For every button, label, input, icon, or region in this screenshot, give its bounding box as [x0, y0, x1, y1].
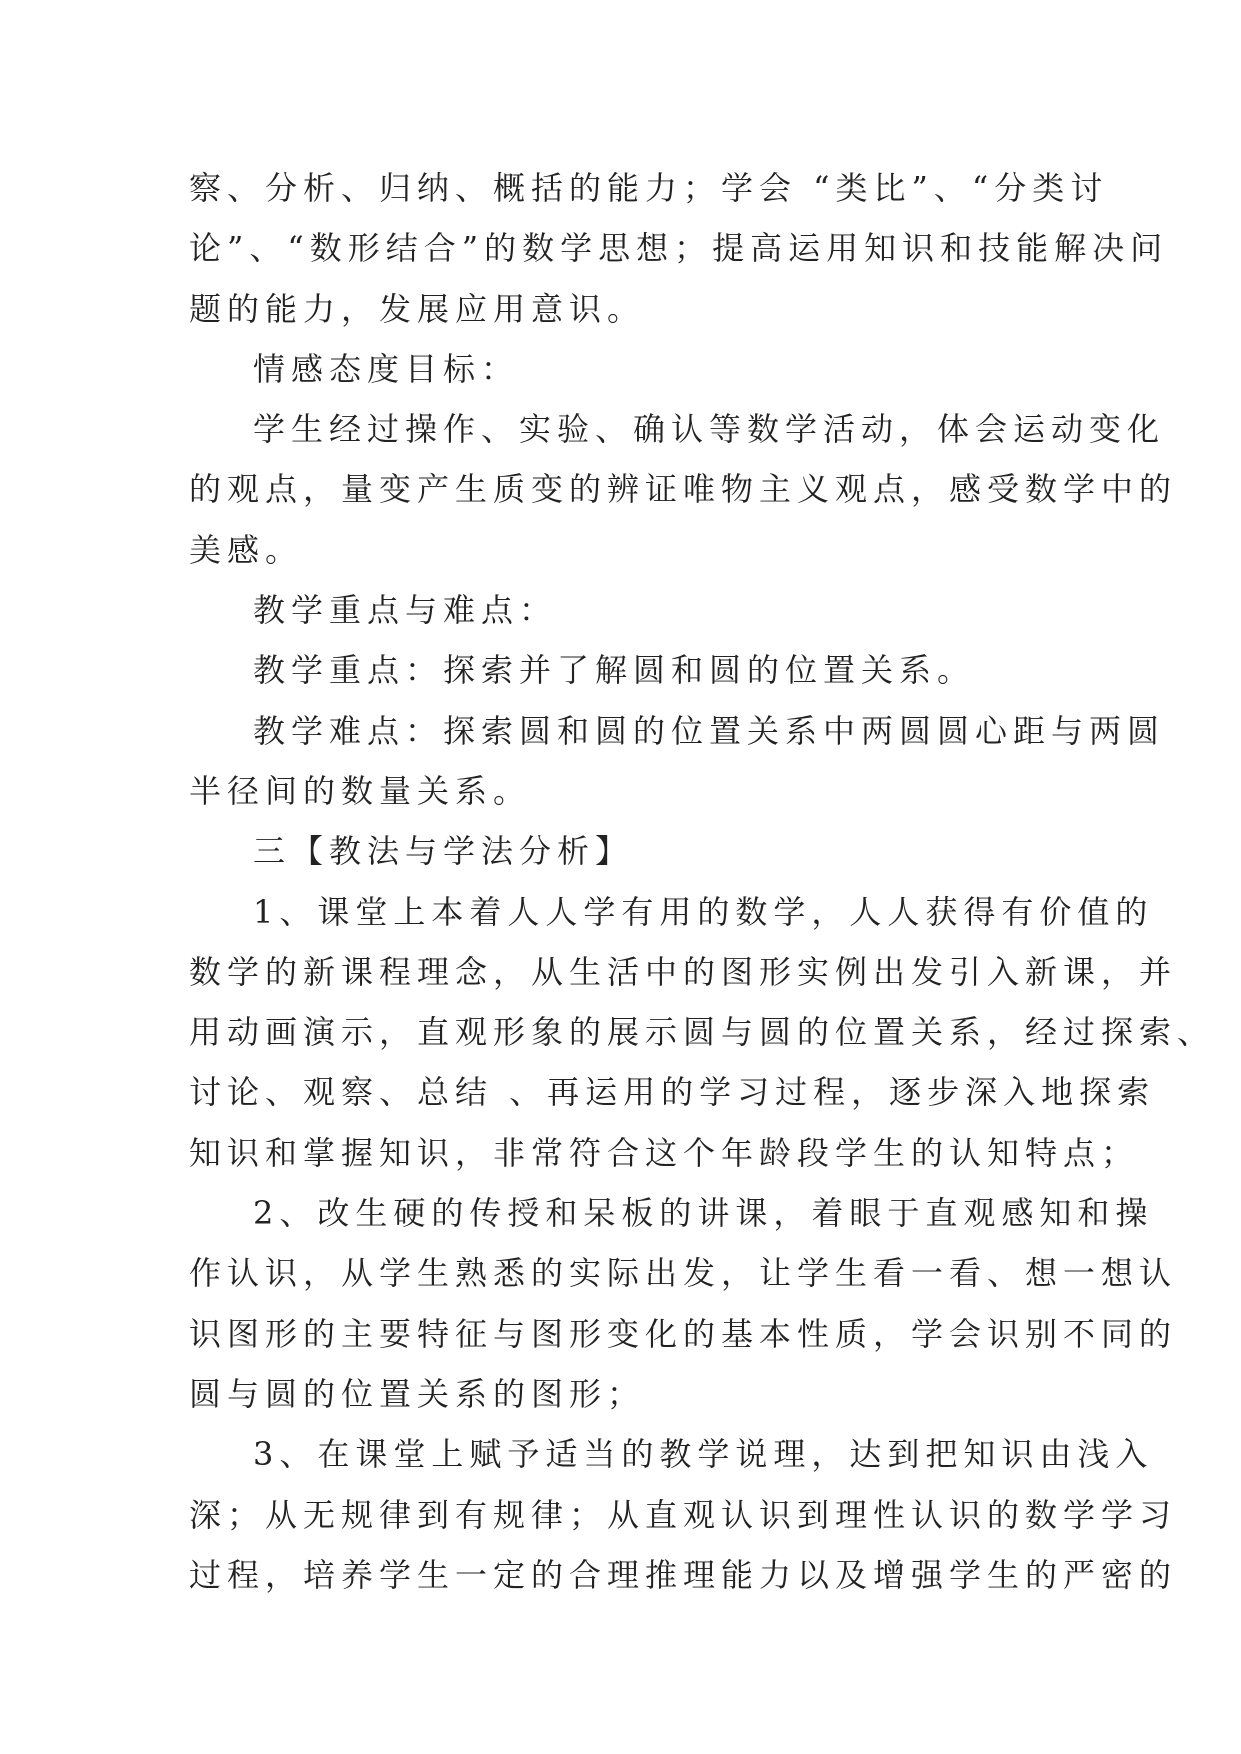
text-line: 论”、“数形结合”的数学思想；提高运用知识和技能解决问	[189, 229, 1169, 268]
text-line: 教学重点：探索并了解圆和圆的位置关系。	[253, 651, 976, 690]
text-line: 数学的新课程理念，从生活中的图形实例出发引入新课，并	[189, 952, 1178, 991]
text-line: 知识和掌握知识，非常符合这个年龄段学生的认知特点；	[189, 1133, 1140, 1172]
text-line: 半径间的数量关系。	[189, 771, 532, 810]
text-line: 圆与圆的位置关系的图形；	[189, 1374, 646, 1413]
section-heading: 三【教法与学法分析】	[253, 832, 634, 871]
text-line: 3、在课堂上赋予适当的教学说理，达到把知识由浅入	[253, 1435, 1154, 1474]
section-heading: 教学重点与难点：	[253, 591, 558, 630]
text-line: 美感。	[189, 530, 304, 569]
section-heading: 情感态度目标：	[253, 349, 520, 388]
text-line: 的观点，量变产生质变的辨证唯物主义观点，感受数学中的	[189, 470, 1178, 509]
text-line: 2、改生硬的传授和呆板的讲课，着眼于直观感知和操	[253, 1194, 1154, 1233]
text-line: 学生经过操作、实验、确认等数学活动，体会运动变化	[253, 410, 1166, 449]
text-line: 1、课堂上本着人人学有用的数学，人人获得有价值的	[253, 892, 1154, 931]
text-line: 用动画演示，直观形象的展示圆与圆的位置关系，经过探索、	[189, 1013, 1216, 1052]
text-line: 深；从无规律到有规律；从直观认识到理性认识的数学学习	[189, 1495, 1178, 1534]
document-body	[189, 158, 1216, 1605]
text-line: 过程，培养学生一定的合理推理能力以及增强学生的严密的	[189, 1555, 1178, 1594]
text-line: 识图形的主要特征与图形变化的基本性质，学会识别不同的	[189, 1314, 1178, 1353]
text-line: 教学难点：探索圆和圆的位置关系中两圆圆心距与两圆	[253, 711, 1166, 750]
text-line: 作认识，从学生熟悉的实际出发，让学生看一看、想一想认	[189, 1254, 1178, 1293]
text-line: 讨论、观察、总结 、再运用的学习过程，逐步深入地探索	[189, 1073, 1156, 1112]
text-line: 察、分析、归纳、概括的能力；学会 “类比”、“分类讨	[189, 169, 1109, 207]
text-line: 题的能力，发展应用意识。	[189, 289, 646, 328]
